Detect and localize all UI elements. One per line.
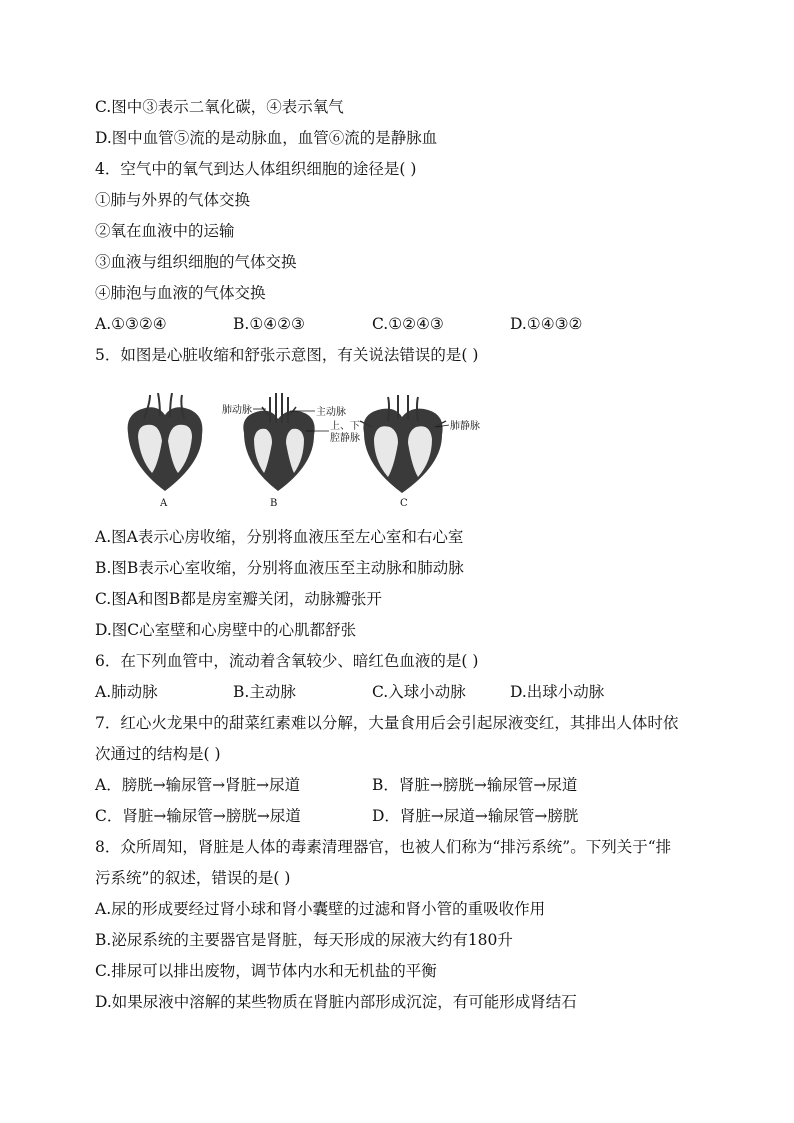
q6-option-c[interactable]: C.入球小动脉: [372, 683, 466, 701]
q5-option-c[interactable]: C.图A和图B都是房室瓣关闭，动脉瓣张开: [95, 590, 382, 608]
label-vena-cava-1: 上、下: [330, 421, 360, 432]
q7-option-b[interactable]: B．肾脏→膀胱→输尿管→尿道: [372, 776, 578, 794]
question-7-line-1: 7．红心火龙果中的甜菜红素难以分解，大量食用后会引起尿液变红，其排出人体时依: [95, 714, 679, 732]
q4-option-c[interactable]: C.①②④③: [372, 315, 444, 333]
q5-option-b[interactable]: B.图B表示心室收缩，分别将血液压至主动脉和肺动脉: [95, 559, 464, 577]
heart-diagram-svg: [110, 393, 490, 515]
q6-option-d[interactable]: D.出球小动脉: [510, 683, 605, 701]
heart-b: [222, 393, 360, 509]
q8-option-a[interactable]: A.尿的形成要经过肾小球和肾小囊壁的过滤和肾小管的重吸收作用: [95, 900, 546, 918]
q4-option-b[interactable]: B.①④②③: [233, 315, 305, 333]
question-4: 4．空气中的氧气到达人体组织细胞的途径是( ): [95, 160, 417, 178]
question-7-line-2: 次通过的结构是( ): [95, 745, 221, 763]
panel-label-a: A: [160, 498, 168, 509]
q4-item-2: ②氧在血液中的运输: [95, 222, 235, 240]
label-pulmonary-artery: 肺动脉: [222, 405, 252, 416]
label-vena-cava-2: 腔静脉: [330, 433, 360, 444]
q3-option-d: D.图中血管⑤流的是动脉血，血管⑥流的是静脉血: [95, 129, 438, 147]
q8-option-b[interactable]: B.泌尿系统的主要器官是肾脏，每天形成的尿液大约有180升: [95, 931, 513, 949]
question-8-line-2: 污系统”的叙述，错误的是( ): [95, 869, 291, 887]
label-pulmonary-vein: 肺静脉: [450, 421, 480, 432]
question-6: 6．在下列血管中，流动着含氧较少、暗红色血液的是( ): [95, 652, 479, 670]
label-aorta: 主动脉: [316, 407, 346, 418]
q6-option-a[interactable]: A.肺动脉: [95, 683, 158, 701]
q6-option-b[interactable]: B.主动脉: [233, 683, 296, 701]
q4-item-1: ①肺与外界的气体交换: [95, 191, 251, 209]
q7-option-c[interactable]: C．肾脏→输尿管→膀胱→尿道: [95, 807, 301, 825]
q7-option-d[interactable]: D．肾脏→尿道→输尿管→膀胱: [372, 807, 579, 825]
q4-item-4: ④肺泡与血液的气体交换: [95, 284, 266, 302]
heart-diagram: [110, 393, 490, 515]
q3-option-c: C.图中③表示二氧化碳，④表示氧气: [95, 98, 344, 116]
q8-option-c[interactable]: C.排尿可以排出废物，调节体内水和无机盐的平衡: [95, 962, 437, 980]
q4-item-3: ③血液与组织细胞的气体交换: [95, 253, 297, 271]
q7-option-a[interactable]: A．膀胱→输尿管→肾脏→尿道: [95, 776, 301, 794]
q5-option-d[interactable]: D.图C心室壁和心房壁中的心肌都舒张: [95, 621, 357, 639]
heart-c: [360, 395, 480, 509]
q5-option-a[interactable]: A.图A表示心房收缩，分别将血液压至左心室和右心室: [95, 528, 464, 546]
question-5: 5．如图是心脏收缩和舒张示意图，有关说法错误的是( ): [95, 346, 479, 364]
q8-option-d[interactable]: D.如果尿液中溶解的某些物质在肾脏内部形成沉淀，有可能形成肾结石: [95, 993, 577, 1011]
q4-option-a[interactable]: A.①③②④: [95, 315, 167, 333]
question-8-line-1: 8．众所周知，肾脏是人体的毒素清理器官，也被人们称为“排污系统”。下列关于“排: [95, 838, 672, 856]
panel-label-b: B: [270, 498, 278, 509]
panel-label-c: C: [400, 498, 408, 509]
heart-a: [128, 393, 203, 509]
q4-option-d[interactable]: D.①④③②: [510, 315, 583, 333]
